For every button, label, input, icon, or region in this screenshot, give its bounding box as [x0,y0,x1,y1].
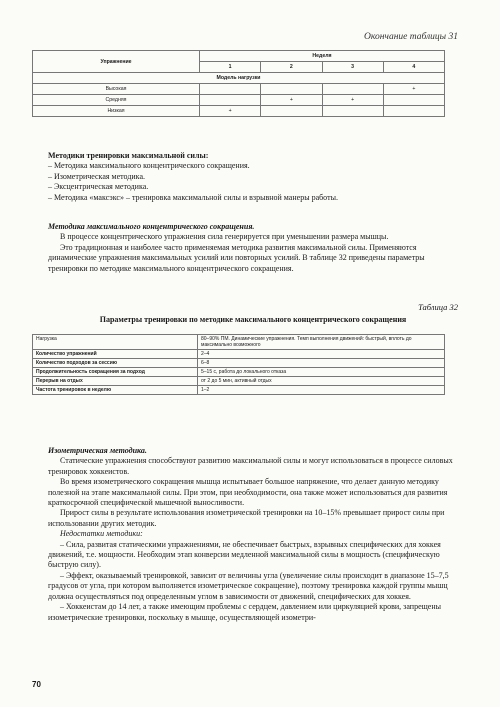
table-row [33,84,445,95]
table-cell [261,106,322,117]
param-name: Продолжительность сокращения за подход [33,368,198,377]
list-item: – Методика максимального концентрического сокращения. [48,161,250,171]
table-row [33,350,445,359]
param-name: Частота тренировок в неделю [33,386,198,395]
table-31 [32,50,445,117]
table-cell: + [383,84,444,95]
param-value: 2–4 [198,350,445,359]
isometric-section [48,446,458,623]
paragraph: Это традиционная и наиболее часто применяемая методика развития максимальной силы. Применяются динамические упражнения максимальных усилий или повторных усилий. В таблице 32 приведены параметры тренировки по методике максимального концентрического сокращения. [48,242,425,273]
table-header-week: Неделя [200,51,445,62]
table-cell [383,95,444,106]
param-name: Количество подходов за сессию [33,359,198,368]
week-col-1: 1 [200,62,261,73]
param-name: Нагрузка [33,335,198,350]
paragraph: Прирост силы в результате использования изометрической тренировки на 10–15% превышает прирост силы при использовании других методик. [48,508,445,528]
table-cell [200,95,261,106]
table-header-exercise: Упражнение [33,51,200,73]
table-cell [322,84,383,95]
table-32-label: Таблица 32 [418,302,458,312]
page-number: 70 [32,680,41,689]
table-cell: + [322,95,383,106]
table-cell: + [200,106,261,117]
running-head: Окончание таблицы 31 [364,32,458,42]
table-cell [322,106,383,117]
table-cell [200,84,261,95]
list-item: – Эксцентрическая методика. [48,182,149,192]
table-32-title: Параметры тренировки по методике максимального концентрического сокращения [99,315,407,324]
week-col-2: 2 [261,62,322,73]
param-value: 80–90% ПМ. Динамические упражнения. Темп выполнения движений: быстрый, вплоть до максимально возможного [198,335,445,350]
row-label: Средняя [33,95,200,106]
paragraph: – Хоккеистам до 14 лет, а также имеющим проблемы с сердцем, давлением или циркуляцией крови, запрещены изометрические тренировки, поскольку в мышце, осуществляющей изометри- [48,602,441,622]
param-name: Перерыв на отдых [33,377,198,386]
paragraph: В процессе концентрического упражнения сила генерируется при уменьшении размера мышцы. [60,232,389,242]
row-label: Низкая [33,106,200,117]
table-cell [261,84,322,95]
param-value: 5–15 с, работа до локального отказа [198,368,445,377]
table-cell: + [261,95,322,106]
paragraph: – Эффект, оказываемый тренировкой, зависит от величины угла (увеличение силы происходит в диапазоне 15–7,5 градусов от угла, при котором выполняется изометрическое сокращение), поэтому тренировка каждой группы мышц должна осуществляться под определенным углом в зависимости от движений, специфических для хоккея. [48,570,449,601]
table-cell [383,106,444,117]
param-name: Количество упражнений [33,350,198,359]
table-row [33,106,445,117]
table-row [33,368,445,377]
week-col-3: 3 [322,62,383,73]
row-label: Высокая [33,84,200,95]
table-32 [32,334,445,395]
table-row [33,386,445,395]
concentric-section [48,222,458,274]
load-model-band: Модель нагрузки [33,73,445,84]
paragraph: Во время изометрического сокращения мышца испытывает большое напряжение, что делает данную методику полезной на этапе максимальной силы. При этом, при необходимости, она также может использоваться для развития краткосрочной специфической мышечной выносливости. [48,477,448,508]
list-item: – Методика «максэкс» – тренировка максимальной силы и взрывной манеры работы. [48,192,338,202]
param-value: от 2 до 5 мин, активный отдых [198,377,445,386]
param-value: 1–2 [198,386,445,395]
drawbacks-label: Недостатки методики: [60,529,143,539]
week-col-4: 4 [383,62,444,73]
methods-heading: Методики тренировки максимальной силы: [48,151,209,160]
isometric-heading: Изометрическая методика. [48,446,147,455]
paragraph: Статические упражнения способствуют развитию максимальной силы и могут использоваться в процессе силовых тренировок хоккеистов. [48,456,453,476]
table-row [33,377,445,386]
param-value: 6–8 [198,359,445,368]
table-row [33,95,445,106]
methods-section [48,151,458,203]
table-row [33,335,445,350]
list-item: – Изометрическая методика. [48,171,145,181]
paragraph: – Сила, развитая статическими упражнениями, не обеспечивает быстрых, взрывных специфических для хоккея движений, т.е. мощности. Необходим этап конверсии медленной максимальной силы в мощность (специфическую быструю силу). [48,539,441,570]
concentric-heading: Методика максимального концентрического сокращения. [48,222,255,231]
table-row [33,359,445,368]
